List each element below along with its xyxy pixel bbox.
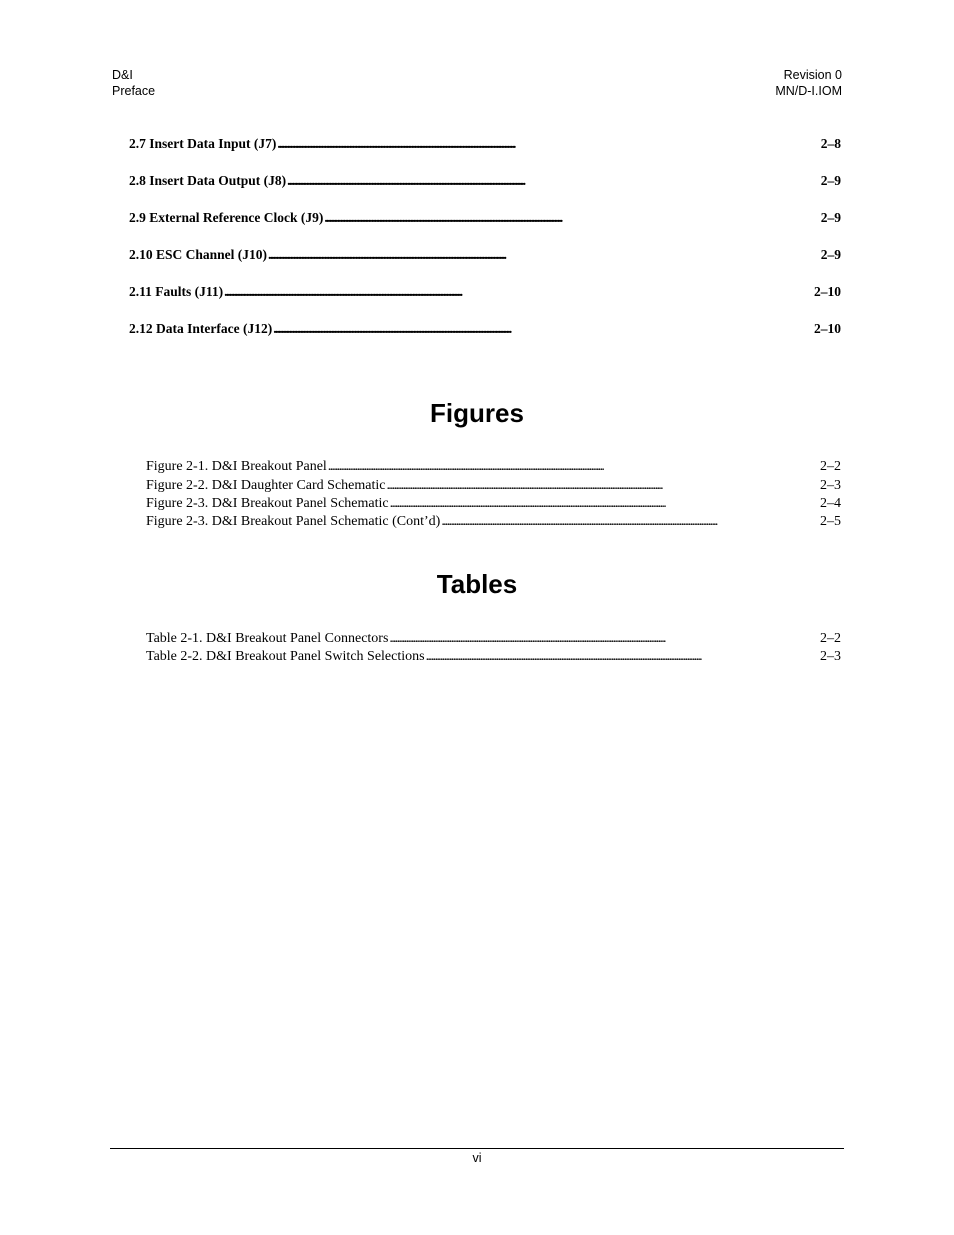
toc-entry-page: 2–9	[820, 210, 841, 225]
dot-leader	[387, 477, 820, 495]
figure-entry[interactable]	[146, 477, 841, 495]
footer-page-number: vi	[472, 1151, 482, 1165]
toc-entry[interactable]	[129, 209, 841, 227]
table-entry-title: Table 2-2. D&I Breakout Panel Switch Selections	[146, 649, 425, 664]
figure-entry-page: 2–2	[820, 459, 841, 474]
figure-entry-title: Figure 2-3. D&I Breakout Panel Schematic	[146, 496, 389, 511]
table-entry-title: Table 2-1. D&I Breakout Panel Connectors	[146, 631, 389, 646]
toc-entry-title: 2.11 Faults (J11)	[129, 284, 224, 299]
toc-entry-page: 2–8	[820, 136, 841, 151]
dot-leader	[224, 283, 813, 301]
figure-entry-title: Figure 2-2. D&I Daughter Card Schematic	[146, 478, 386, 493]
toc-entry[interactable]	[129, 246, 841, 264]
figure-entry[interactable]	[146, 513, 841, 531]
toc-entry-title: 2.7 Insert Data Input (J7)	[129, 136, 277, 151]
header-right	[775, 67, 842, 99]
toc-entry-title: 2.10 ESC Channel (J10)	[129, 247, 268, 262]
figures-heading: Figures	[430, 398, 524, 428]
figure-entry-title: Figure 2-1. D&I Breakout Panel	[146, 459, 327, 474]
figure-entry-page: 2–3	[820, 478, 841, 493]
table-entry-page: 2–2	[820, 631, 841, 646]
toc-entry[interactable]	[129, 320, 841, 338]
dot-leader	[273, 320, 813, 338]
dot-leader	[328, 458, 819, 476]
header-left	[112, 67, 155, 99]
toc-entry-page: 2–10	[814, 321, 841, 336]
toc-entry-page: 2–10	[814, 284, 841, 299]
dot-leader	[441, 513, 819, 531]
dot-leader	[324, 209, 819, 227]
toc-entry[interactable]	[129, 135, 841, 153]
toc-entry[interactable]	[129, 172, 841, 190]
dot-leader	[277, 135, 819, 153]
tables-heading: Tables	[436, 569, 518, 599]
header-section: Preface	[112, 84, 156, 98]
header-doc-name: D&I	[112, 68, 133, 82]
dot-leader	[287, 172, 820, 190]
figure-entry-page: 2–4	[820, 496, 841, 511]
toc-entry-page: 2–9	[820, 173, 841, 188]
footer-divider	[110, 1148, 844, 1149]
figure-entry[interactable]	[146, 458, 841, 476]
toc-entry-title: 2.8 Insert Data Output (J8)	[129, 173, 287, 188]
toc-entry[interactable]	[129, 283, 841, 301]
toc-entry-title: 2.12 Data Interface (J12)	[129, 321, 273, 336]
toc-entry-page: 2–9	[820, 247, 841, 262]
table-entry-page: 2–3	[820, 649, 841, 664]
dot-leader	[426, 648, 819, 666]
dot-leader	[268, 246, 820, 264]
table-entry[interactable]	[146, 648, 841, 666]
dot-leader	[390, 495, 819, 513]
header-revision: Revision 0	[783, 68, 842, 82]
figure-entry[interactable]	[146, 495, 841, 513]
toc-entry-title: 2.9 External Reference Clock (J9)	[129, 210, 324, 225]
figure-entry-page: 2–5	[820, 514, 841, 529]
dot-leader	[389, 630, 819, 648]
table-entry[interactable]	[146, 630, 841, 648]
header-doc-number: MN/D-I.IOM	[775, 84, 842, 98]
figure-entry-title: Figure 2-3. D&I Breakout Panel Schematic (Cont’d)	[146, 514, 441, 529]
